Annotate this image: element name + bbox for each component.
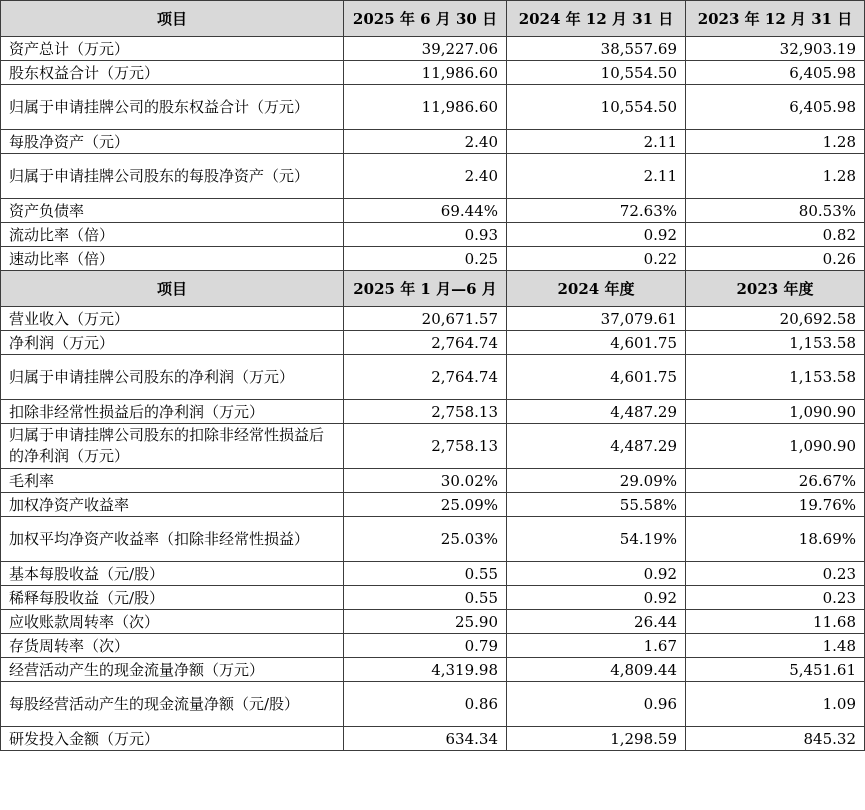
table-row <box>1 223 865 247</box>
cell-value: 1.09 <box>686 682 865 727</box>
cell-value: 1,153.58 <box>686 331 865 355</box>
cell-value: 19.76% <box>686 493 865 517</box>
row-label: 归属于申请挂牌公司股东的净利润（万元） <box>1 355 344 400</box>
table-row <box>1 355 865 400</box>
row-label: 基本每股收益（元/股） <box>1 562 344 586</box>
cell-value: 2,764.74 <box>344 355 507 400</box>
cell-value: 80.53% <box>686 199 865 223</box>
row-label: 稀释每股收益（元/股） <box>1 586 344 610</box>
cell-value: 4,319.98 <box>344 658 507 682</box>
row-label: 毛利率 <box>1 469 344 493</box>
table-row <box>1 61 865 85</box>
table-row <box>1 37 865 61</box>
row-label: 归属于申请挂牌公司的股东权益合计（万元） <box>1 85 344 130</box>
column-header: 2024 年 12 月 31 日 <box>507 1 686 37</box>
cell-value: 69.44% <box>344 199 507 223</box>
cell-value: 1.48 <box>686 634 865 658</box>
cell-value: 0.25 <box>344 247 507 271</box>
cell-value: 0.55 <box>344 562 507 586</box>
table-row <box>1 85 865 130</box>
cell-value: 2,758.13 <box>344 400 507 424</box>
cell-value: 25.09% <box>344 493 507 517</box>
row-label: 资产总计（万元） <box>1 37 344 61</box>
cell-value: 0.26 <box>686 247 865 271</box>
cell-value: 10,554.50 <box>507 61 686 85</box>
cell-value: 0.96 <box>507 682 686 727</box>
row-label: 加权平均净资产收益率（扣除非经常性损益） <box>1 517 344 562</box>
column-header: 项目 <box>1 1 344 37</box>
cell-value: 54.19% <box>507 517 686 562</box>
cell-value: 634.34 <box>344 727 507 751</box>
row-label: 流动比率（倍） <box>1 223 344 247</box>
column-header: 2023 年 12 月 31 日 <box>686 1 865 37</box>
table-row <box>1 610 865 634</box>
section1-header-row <box>1 1 865 37</box>
financial-table-body <box>1 1 865 751</box>
cell-value: 30.02% <box>344 469 507 493</box>
column-header: 2023 年度 <box>686 271 865 307</box>
cell-value: 37,079.61 <box>507 307 686 331</box>
table-row <box>1 727 865 751</box>
cell-value: 29.09% <box>507 469 686 493</box>
cell-value: 845.32 <box>686 727 865 751</box>
cell-value: 2.11 <box>507 154 686 199</box>
cell-value: 11,986.60 <box>344 61 507 85</box>
cell-value: 1.67 <box>507 634 686 658</box>
table-row <box>1 307 865 331</box>
cell-value: 5,451.61 <box>686 658 865 682</box>
row-label: 研发投入金额（万元） <box>1 727 344 751</box>
row-label: 每股净资产（元） <box>1 130 344 154</box>
cell-value: 38,557.69 <box>507 37 686 61</box>
table-row <box>1 469 865 493</box>
cell-value: 25.03% <box>344 517 507 562</box>
cell-value: 0.55 <box>344 586 507 610</box>
cell-value: 0.86 <box>344 682 507 727</box>
table-row <box>1 586 865 610</box>
row-label: 扣除非经常性损益后的净利润（万元） <box>1 400 344 424</box>
cell-value: 39,227.06 <box>344 37 507 61</box>
cell-value: 18.69% <box>686 517 865 562</box>
table-row <box>1 658 865 682</box>
row-label: 归属于申请挂牌公司股东的扣除非经常性损益后的净利润（万元） <box>1 424 344 469</box>
row-label: 速动比率（倍） <box>1 247 344 271</box>
cell-value: 0.92 <box>507 586 686 610</box>
row-label: 股东权益合计（万元） <box>1 61 344 85</box>
cell-value: 25.90 <box>344 610 507 634</box>
table-row <box>1 400 865 424</box>
column-header: 项目 <box>1 271 344 307</box>
row-label: 加权净资产收益率 <box>1 493 344 517</box>
table-row <box>1 331 865 355</box>
column-header: 2024 年度 <box>507 271 686 307</box>
cell-value: 0.82 <box>686 223 865 247</box>
cell-value: 11.68 <box>686 610 865 634</box>
cell-value: 1,298.59 <box>507 727 686 751</box>
cell-value: 55.58% <box>507 493 686 517</box>
table-row <box>1 493 865 517</box>
row-label: 经营活动产生的现金流量净额（万元） <box>1 658 344 682</box>
column-header: 2025 年 1 月—6 月 <box>344 271 507 307</box>
cell-value: 0.23 <box>686 586 865 610</box>
cell-value: 1,090.90 <box>686 400 865 424</box>
cell-value: 6,405.98 <box>686 85 865 130</box>
row-label: 净利润（万元） <box>1 331 344 355</box>
cell-value: 0.22 <box>507 247 686 271</box>
table-row <box>1 682 865 727</box>
cell-value: 0.23 <box>686 562 865 586</box>
row-label: 营业收入（万元） <box>1 307 344 331</box>
cell-value: 0.79 <box>344 634 507 658</box>
cell-value: 4,487.29 <box>507 424 686 469</box>
cell-value: 2.11 <box>507 130 686 154</box>
cell-value: 2.40 <box>344 154 507 199</box>
table-row <box>1 517 865 562</box>
cell-value: 20,692.58 <box>686 307 865 331</box>
cell-value: 1.28 <box>686 130 865 154</box>
row-label: 归属于申请挂牌公司股东的每股净资产（元） <box>1 154 344 199</box>
table-row <box>1 199 865 223</box>
cell-value: 2,764.74 <box>344 331 507 355</box>
table-row <box>1 562 865 586</box>
cell-value: 0.92 <box>507 223 686 247</box>
cell-value: 1,090.90 <box>686 424 865 469</box>
cell-value: 4,601.75 <box>507 355 686 400</box>
cell-value: 4,487.29 <box>507 400 686 424</box>
cell-value: 1,153.58 <box>686 355 865 400</box>
cell-value: 1.28 <box>686 154 865 199</box>
cell-value: 0.93 <box>344 223 507 247</box>
cell-value: 72.63% <box>507 199 686 223</box>
table-row <box>1 154 865 199</box>
column-header: 2025 年 6 月 30 日 <box>344 1 507 37</box>
cell-value: 4,809.44 <box>507 658 686 682</box>
cell-value: 26.67% <box>686 469 865 493</box>
table-row <box>1 424 865 469</box>
table-row <box>1 634 865 658</box>
cell-value: 10,554.50 <box>507 85 686 130</box>
table-row <box>1 247 865 271</box>
cell-value: 20,671.57 <box>344 307 507 331</box>
row-label: 每股经营活动产生的现金流量净额（元/股） <box>1 682 344 727</box>
row-label: 应收账款周转率（次） <box>1 610 344 634</box>
cell-value: 2,758.13 <box>344 424 507 469</box>
section2-header-row <box>1 271 865 307</box>
cell-value: 32,903.19 <box>686 37 865 61</box>
cell-value: 26.44 <box>507 610 686 634</box>
cell-value: 0.92 <box>507 562 686 586</box>
row-label: 存货周转率（次） <box>1 634 344 658</box>
cell-value: 11,986.60 <box>344 85 507 130</box>
table-row <box>1 130 865 154</box>
cell-value: 2.40 <box>344 130 507 154</box>
cell-value: 4,601.75 <box>507 331 686 355</box>
cell-value: 6,405.98 <box>686 61 865 85</box>
row-label: 资产负债率 <box>1 199 344 223</box>
